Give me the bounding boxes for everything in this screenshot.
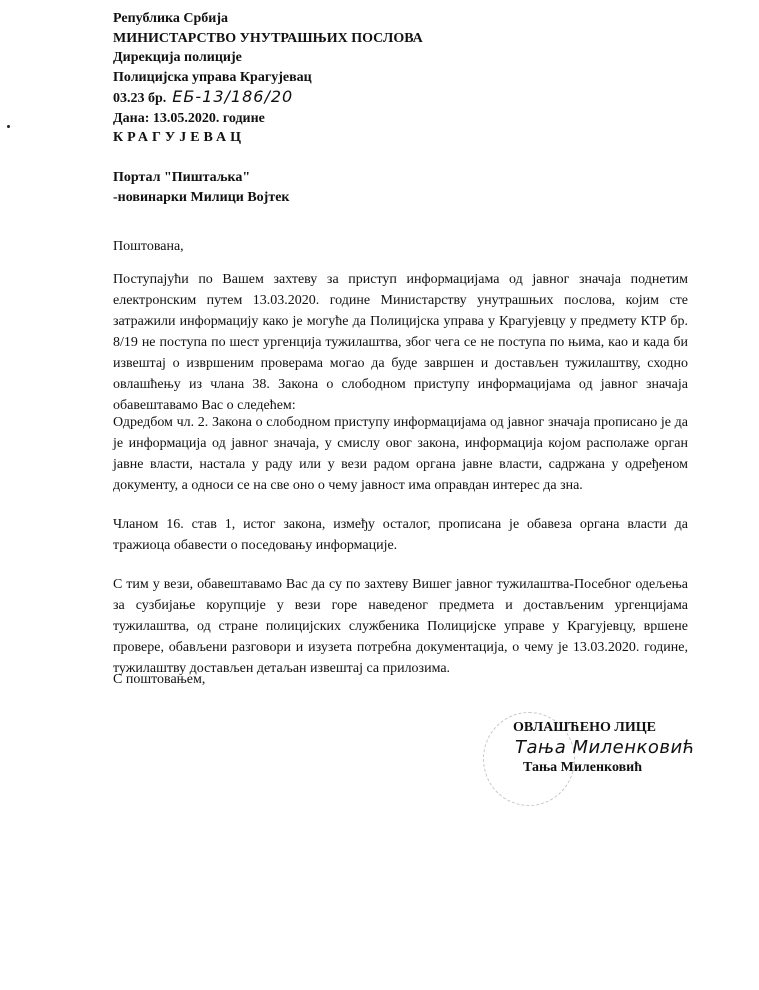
reference-prefix: 03.23 бр. bbox=[113, 91, 167, 106]
signatory-name: Тања Миленковић bbox=[523, 760, 643, 775]
scan-mark bbox=[7, 125, 10, 128]
header-directorate: Дирекција полиције bbox=[113, 50, 242, 65]
salutation: Поштована, bbox=[113, 239, 184, 254]
paragraph-answer: С тим у вези, обавештавамо Вас да су по захтеву Вишег јавног тужилаштва-Посебног одељења за сузбијање корупције у вези горе наведеног предмета и достављеним ургенцијама тужилаштва, од стране полицијских службеника Полицијске управе у Крагујевцу, вршене провере, обављени разговори и изузета потребна документација, о чему је 13.03.2020. године, тужилаштву достављен детаљан извештај са прилозима. bbox=[113, 577, 688, 676]
closing: С поштовањем, bbox=[113, 672, 206, 687]
recipient-portal: Портал "Пиштаљка" bbox=[113, 170, 251, 185]
recipient-journalist: -новинарки Милици Војтек bbox=[113, 190, 290, 205]
paragraph-request: Поступајући по Вашем захтеву за приступ информацијама од јавног значаја поднетим електронским путем 13.03.2020. године Министарству унутрашњих послова, којим сте затражили информацију како је могуће да Полицијска управа у Крагујевцу у предмету КТР бр. 8/19 не поступа по шест ургенција тужилаштва, због чега се не поступа по њима, као и када би извештај о извршеним проверама могао да буде завршен и достављен тужилаштву, сходно овлашћењу из члана 38. Закона о слободном приступу информацијама од јавног значаја обавештавамо Вас о следећем: bbox=[113, 272, 688, 413]
signature-title: ОВЛАШЋЕНО ЛИЦЕ bbox=[513, 720, 656, 735]
header-reference bbox=[113, 87, 423, 109]
paragraph-law-article-16: Чланом 16. став 1, истог закона, између осталог, прописана је обавеза органа власти да тражиоца обавести о поседовању информације. bbox=[113, 517, 688, 553]
header-city: КРАГУЈЕВАЦ bbox=[113, 130, 245, 145]
header-ministry: МИНИСТАРСТВО УНУТРАШЊИХ ПОСЛОВА bbox=[113, 30, 423, 46]
handwritten-signature: Тања Миленковић bbox=[515, 737, 695, 758]
recipient-block bbox=[113, 168, 289, 208]
header-date: Дана: 13.05.2020. године bbox=[113, 110, 265, 126]
letter-header bbox=[113, 9, 423, 148]
header-country: Република Србија bbox=[113, 11, 229, 26]
header-administration: Полицијска управа Крагујевац bbox=[113, 69, 312, 85]
signature-block bbox=[513, 719, 713, 777]
reference-number: ЕБ-13/186/20 bbox=[172, 87, 294, 106]
paragraph-law-article-2: Одредбом чл. 2. Закона о слободном приступу информацијама од јавног значаја прописано је да је информација од јавног значаја, у смислу овог закона, информација којом располаже орган јавне власти, настала у раду или у вези радом органа јавне власти, садржана у одређеном документу, а односи се на све оно о чему јавност има оправдан интерес да зна. bbox=[113, 415, 688, 493]
